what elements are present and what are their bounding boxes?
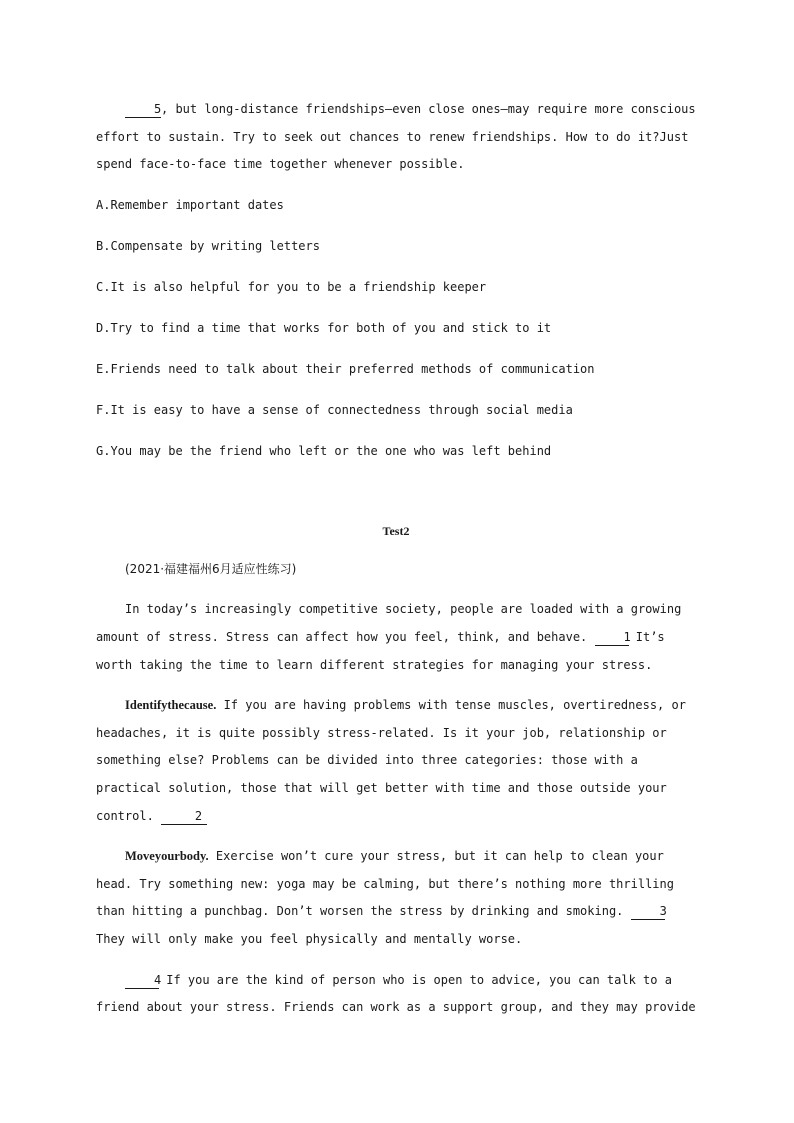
paragraph-move-body bbox=[96, 843, 696, 953]
options-list bbox=[96, 192, 696, 466]
paragraph-text: , but long-distance friendships—even close ones—may require more conscious effort to sustain. Try to seek out chances to renew friendships. How to do it?Just spend face-to-face time together whenever possible. bbox=[96, 102, 696, 172]
option-g: G.You may be the friend who left or the one who was left behind bbox=[96, 443, 552, 458]
blank-5[interactable]: 5 bbox=[125, 102, 161, 118]
paragraph-text: If you are having problems with tense muscles, overtiredness, or headaches, it is quite possibly stress-related. Is it your job, relationship or something else? Problems can be divided into three categories: those with a practical solution, those that will get better with time and those outside your control. bbox=[96, 698, 686, 823]
blank-4[interactable]: 4 bbox=[125, 973, 159, 989]
option-a: A.Remember important dates bbox=[96, 197, 284, 212]
option-c: C.It is also helpful for you to be a friendship keeper bbox=[96, 279, 487, 294]
paragraph-heading: Identifythecause. bbox=[125, 698, 217, 713]
paragraph-text: If you are the kind of person who is open to advice, you can talk to a friend about your stress. Friends can work as a support group, and they may provide bbox=[96, 972, 696, 1015]
source-note: (2021·福建福州6月适应性练习) bbox=[125, 561, 297, 576]
section-title: Test2 bbox=[382, 524, 410, 539]
paragraph-text: Exercise won’t cure your stress, but it can help to clean your head. Try something new: yoga may be calming, but there’s nothing more thrilling than hitting a punchbag. Don’t worsen the stress by drinking and smoking. bbox=[96, 849, 674, 919]
paragraph-heading: Moveyourbody. bbox=[125, 849, 209, 864]
blank-1[interactable]: 1 bbox=[595, 630, 629, 646]
document-page bbox=[96, 96, 696, 1022]
paragraph-stress-intro bbox=[96, 596, 696, 679]
option-f: F.It is easy to have a sense of connectedness through social media bbox=[96, 402, 573, 417]
blank-2[interactable]: 2 bbox=[161, 809, 207, 825]
option-e: E.Friends need to talk about their preferred methods of communication bbox=[96, 361, 595, 376]
paragraph-text: It’s worth taking the time to learn different strategies for managing your stress. bbox=[96, 630, 665, 672]
paragraph-friendships bbox=[96, 96, 696, 179]
paragraph-text: They will only make you feel physically and mentally worse. bbox=[96, 932, 523, 946]
option-b: B.Compensate by writing letters bbox=[96, 238, 320, 253]
paragraph-talk-friend bbox=[96, 967, 696, 1022]
paragraph-identify-cause bbox=[96, 692, 696, 830]
blank-3[interactable]: 3 bbox=[631, 904, 665, 920]
paragraph-text: In today’s increasingly competitive society, people are loaded with a growing amount of stress. Stress can affect how you feel, think, and behave. bbox=[96, 602, 682, 645]
option-d: D.Try to find a time that works for both of you and stick to it bbox=[96, 320, 552, 335]
